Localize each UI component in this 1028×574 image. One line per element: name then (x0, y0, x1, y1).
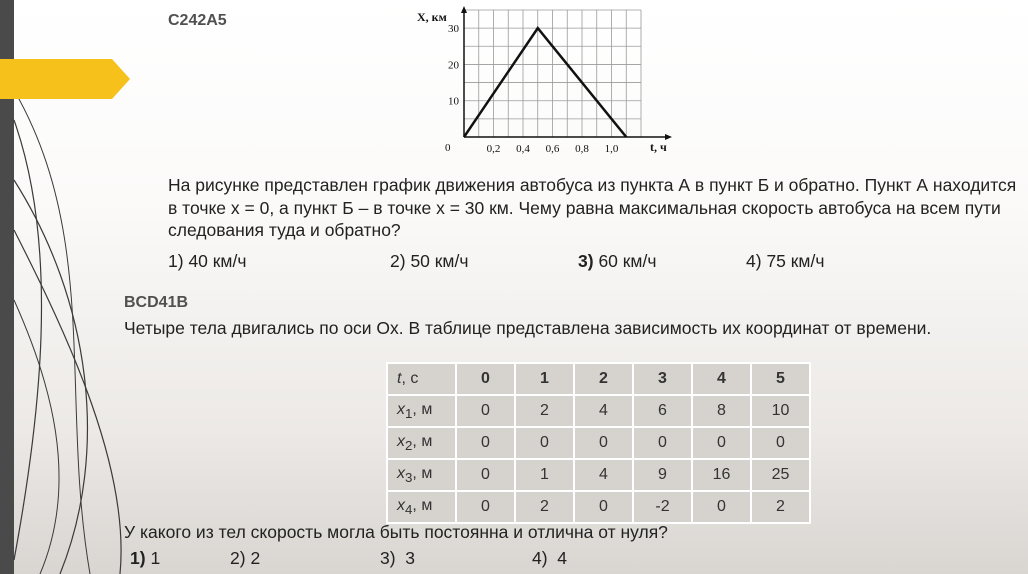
task2-answer-2: 2) 2 (230, 548, 261, 568)
table-header-cell: 4 (692, 363, 751, 395)
table-header-cell: 0 (456, 363, 515, 395)
task1-question (168, 174, 1028, 242)
table-cell: 0 (751, 427, 810, 459)
task1-code: С242А5 (168, 12, 227, 29)
x-tick-labels (487, 143, 619, 155)
y-tick-label: 30 (448, 23, 459, 36)
table-cell: 4 (574, 459, 633, 491)
table-cell: 10 (751, 395, 810, 427)
task1-question-text: На рисунке представлен график движения автобуса из пункта А в пункт Б и обратно. Пункт А находится в точке x = 0, а пункт Б – в точке x = 30 км. Чему равна максимальная скорость автобуса на всем пути следования туда и обратно? (168, 175, 1017, 240)
table-header-row (387, 363, 810, 395)
table-cell: 0 (456, 427, 515, 459)
table-row (387, 491, 810, 523)
table-header-cell: 1 (515, 363, 574, 395)
y-axis-label: X, км (417, 10, 447, 24)
table-cell: 8 (692, 395, 751, 427)
table-cell: 6 (633, 395, 692, 427)
table-cell: 0 (456, 491, 515, 523)
table-cell: 0 (692, 491, 751, 523)
table-header-cell: 5 (751, 363, 810, 395)
chart-grid (464, 10, 641, 137)
table-cell: 4 (574, 395, 633, 427)
coordinate-table (386, 362, 811, 524)
x-tick-label: 0,8 (575, 143, 589, 155)
task2-intro: Четыре тела двигались по оси Ox. В таблице представлена зависимость их координат от времени. (124, 318, 932, 338)
origin-label: 0 (445, 142, 451, 154)
table-cell: 0 (574, 491, 633, 523)
task2-code: BCD41B (124, 294, 189, 311)
chart-axes (461, 6, 672, 140)
y-tick-labels (448, 23, 460, 108)
table-cell: 16 (692, 459, 751, 491)
y-tick-label: 20 (448, 59, 459, 72)
task1-answer-2: 2) 50 км/ч (390, 251, 469, 271)
table-row (387, 395, 810, 427)
table-cell: -2 (633, 491, 692, 523)
task1-answer-3: 3) 60 км/ч (578, 251, 657, 271)
table-row-label: $x_4$, м (387, 491, 456, 523)
task2-answer-1: 1) 1 (130, 548, 161, 568)
task2-answer-4: 4) 4 (532, 548, 568, 568)
x-tick-label: 0,6 (545, 143, 560, 155)
table-cell: 2 (751, 491, 810, 523)
table-header-label: t, c (387, 363, 456, 395)
table-cell: 9 (633, 459, 692, 491)
table-header-cell: 3 (633, 363, 692, 395)
table-cell: 0 (692, 427, 751, 459)
x-tick-label: 1,0 (604, 143, 619, 155)
yellow-tab (0, 59, 130, 99)
task2-answer-3: 3) 3 (380, 548, 416, 568)
table-cell: 0 (456, 395, 515, 427)
table-cell: 25 (751, 459, 810, 491)
table-cell: 0 (574, 427, 633, 459)
table-cell: 0 (633, 427, 692, 459)
table-cell: 2 (515, 491, 574, 523)
table-cell: 1 (515, 459, 574, 491)
table-cell: 2 (515, 395, 574, 427)
table-row (387, 459, 810, 491)
table-cell: 0 (515, 427, 574, 459)
y-tick-label: 10 (448, 95, 459, 108)
x-axis-label: t, ч (650, 140, 667, 154)
distance-time-chart (417, 0, 685, 168)
table-row (387, 427, 810, 459)
table-row-label: $x_3$, м (387, 459, 456, 491)
x-tick-label: 0,4 (516, 143, 530, 155)
task2-question: У какого из тел скорость могла быть постоянна и отлична от нуля? (124, 522, 668, 542)
table-cell: 0 (456, 459, 515, 491)
table-row-label: $x_2$, м (387, 427, 456, 459)
x-tick-label: 0,2 (486, 143, 501, 155)
task1-answer-1: 1) 40 км/ч (168, 251, 247, 271)
table-row-label: $x_1$, м (387, 395, 456, 427)
table-header-cell: 2 (574, 363, 633, 395)
task1-answer-4: 4) 75 км/ч (746, 251, 825, 271)
